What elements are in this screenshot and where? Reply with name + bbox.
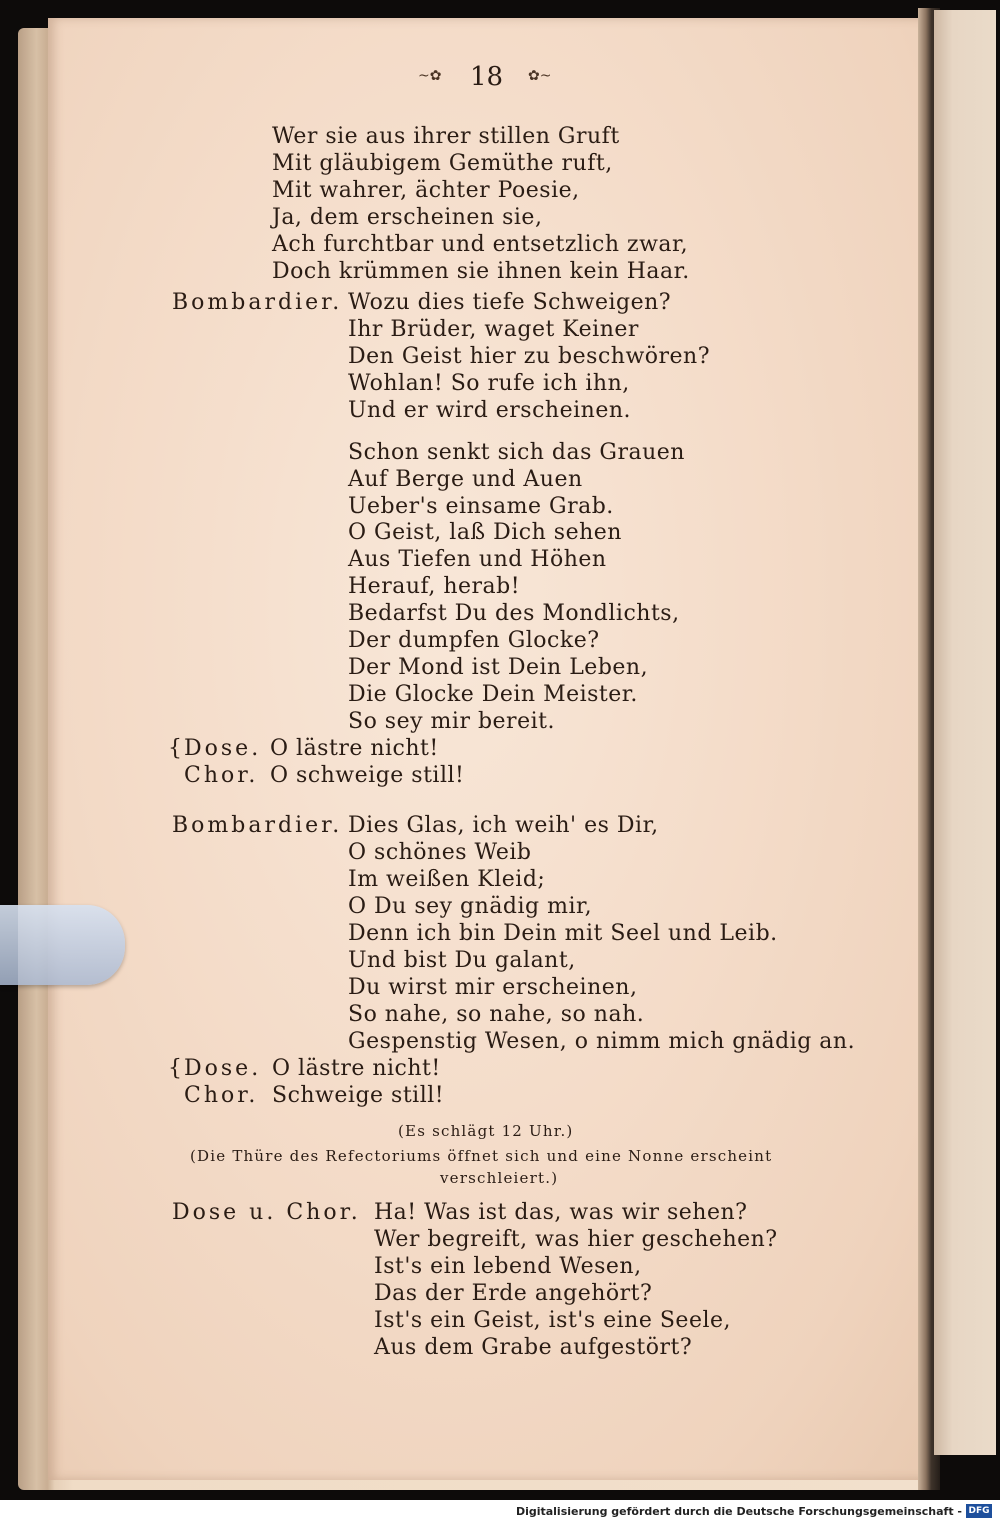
verse-line: Ha! Was ist das, was wir sehen? xyxy=(374,1200,748,1225)
verse-line: Mit wahrer, ächter Poesie, xyxy=(272,178,580,203)
facing-page-edge xyxy=(934,10,996,1455)
verse-line: Schon senkt sich das Grauen xyxy=(348,440,685,465)
verse-line: Dies Glas, ich weih' es Dir, xyxy=(348,813,659,838)
verse-line: Wer sie aus ihrer stillen Gruft xyxy=(272,124,620,149)
verse-line: Wozu dies tiefe Schweigen? xyxy=(348,290,672,315)
verse-line: Ja, dem erscheinen sie, xyxy=(272,205,543,230)
verse-line: O schweige still! xyxy=(270,763,465,788)
verse-line: Die Glocke Dein Meister. xyxy=(348,682,638,707)
verse-line: Ist's ein lebend Wesen, xyxy=(374,1254,642,1279)
ornament-left-icon: ~✿ xyxy=(418,68,442,84)
ornament-right-icon: ✿~ xyxy=(528,68,552,84)
verse-line: Ueber's einsame Grab. xyxy=(348,494,614,519)
verse-line: Und er wird erscheinen. xyxy=(348,398,631,423)
verse-line: O lästre nicht! xyxy=(270,736,439,761)
stage-direction: verschleiert.) xyxy=(440,1169,559,1187)
stage-direction: (Die Thüre des Refectoriums öffnet sich und eine Nonne erscheint xyxy=(190,1147,773,1165)
verse-line: Gespenstig Wesen, o nimm mich gnädig an. xyxy=(348,1029,856,1054)
verse-line: Aus dem Grabe aufgestört? xyxy=(374,1335,693,1360)
page-number: 18 xyxy=(470,62,504,92)
brace-icon: { xyxy=(168,736,182,761)
speaker-name: Dose u. Chor. xyxy=(172,1200,361,1225)
verse-line: Und bist Du galant, xyxy=(348,948,576,973)
verse-line: Ach furchtbar und entsetzlich zwar, xyxy=(272,232,689,257)
speaker-name: Bombardier. xyxy=(172,290,343,315)
speaker-name: Dose. xyxy=(184,1056,262,1081)
verse-line: Wer begreift, was hier geschehen? xyxy=(374,1227,778,1252)
verse-line: Schweige still! xyxy=(272,1083,445,1108)
verse-line: Im weißen Kleid; xyxy=(348,867,546,892)
speaker-name: Chor. xyxy=(184,1083,259,1108)
verse-line: Herauf, herab! xyxy=(348,574,521,599)
verse-line: Auf Berge und Auen xyxy=(348,467,583,492)
verse-line: So nahe, so nahe, so nah. xyxy=(348,1002,645,1027)
verse-line: Mit gläubigem Gemüthe ruft, xyxy=(272,151,613,176)
verse-line: Den Geist hier zu beschwören? xyxy=(348,344,711,369)
page-tab-marker xyxy=(0,905,125,985)
verse-line: Doch krümmen sie ihnen kein Haar. xyxy=(272,259,690,284)
verse-line: O lästre nicht! xyxy=(272,1056,441,1081)
verse-line: Ihr Brüder, waget Keiner xyxy=(348,317,639,342)
verse-line: O Geist, laß Dich sehen xyxy=(348,520,622,545)
dfg-logo: DFG xyxy=(966,1504,992,1518)
verse-line: Bedarfst Du des Mondlichts, xyxy=(348,601,680,626)
verse-line: Denn ich bin Dein mit Seel und Leib. xyxy=(348,921,778,946)
funding-note: Digitalisierung gefördert durch die Deutsche Forschungsgemeinschaft - xyxy=(515,1505,962,1518)
verse-line: So sey mir bereit. xyxy=(348,709,555,734)
speaker-name: Dose. xyxy=(184,736,262,761)
stage-direction: (Es schlägt 12 Uhr.) xyxy=(398,1122,574,1140)
verse-line: O schönes Weib xyxy=(348,840,532,865)
brace-icon: { xyxy=(168,1056,182,1081)
verse-line: Wohlan! So rufe ich ihn, xyxy=(348,371,630,396)
verse-line: Das der Erde angehört? xyxy=(374,1281,653,1306)
verse-line: O Du sey gnädig mir, xyxy=(348,894,593,919)
verse-line: Aus Tiefen und Höhen xyxy=(348,547,607,572)
speaker-name: Chor. xyxy=(184,763,259,788)
verse-line: Ist's ein Geist, ist's eine Seele, xyxy=(374,1308,732,1333)
speaker-name: Bombardier. xyxy=(172,813,343,838)
verse-line: Du wirst mir erscheinen, xyxy=(348,975,638,1000)
verse-line: Der dumpfen Glocke? xyxy=(348,628,600,653)
verse-line: Der Mond ist Dein Leben, xyxy=(348,655,649,680)
